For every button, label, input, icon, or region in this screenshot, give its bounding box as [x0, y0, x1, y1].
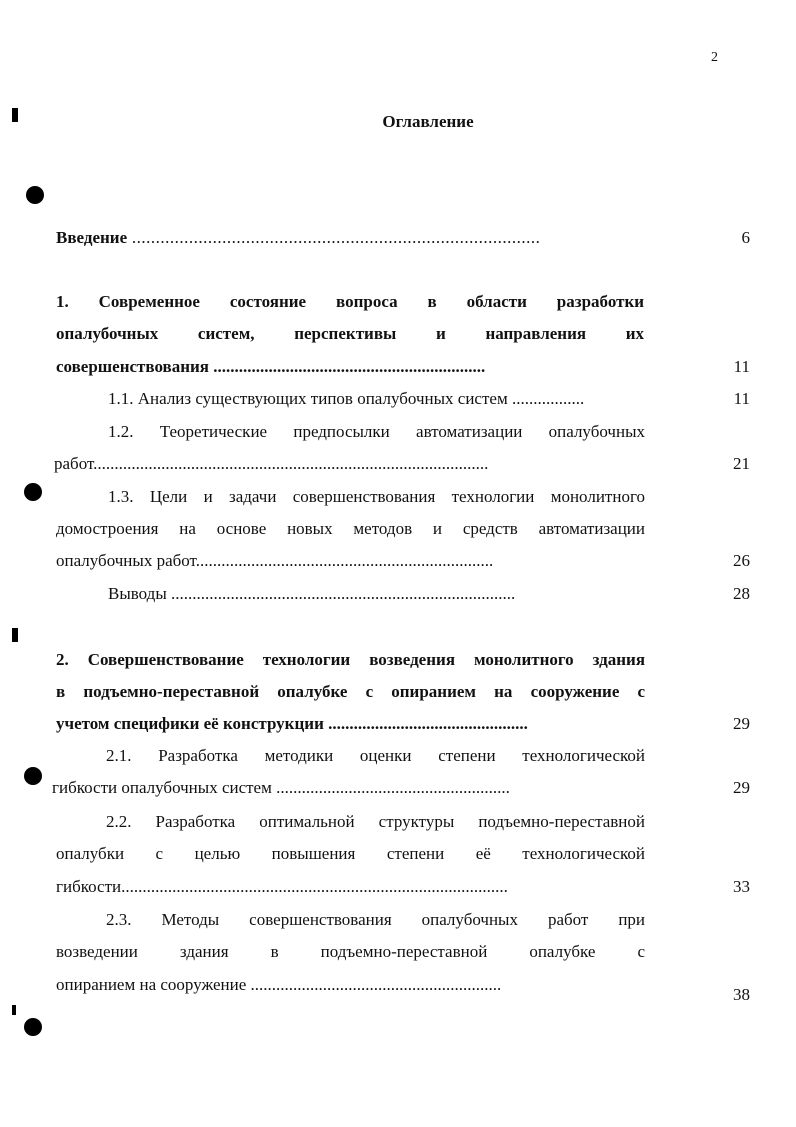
word: вопроса: [336, 292, 398, 311]
word: методов: [353, 519, 413, 538]
word: здания: [592, 650, 646, 669]
toc-entry-2-3-line[interactable]: [56, 938, 645, 966]
word: 2.2.: [106, 812, 132, 831]
word: подъемно-переставной: [83, 682, 260, 701]
toc-page-number: 29: [733, 714, 750, 733]
word: структуры: [378, 812, 455, 831]
toc-entry-2-2-line[interactable]: [56, 873, 644, 901]
word: в подъемно-переставной: [270, 942, 488, 961]
word: предпосылки: [293, 422, 390, 441]
scan-mark: [12, 1005, 16, 1015]
word: состояние: [229, 292, 307, 311]
word: Разработка: [155, 812, 236, 831]
word: опалубочных: [548, 422, 645, 441]
word: оценки: [359, 746, 412, 765]
toc-page-number: 11: [733, 357, 750, 376]
scan-mark: [12, 108, 18, 122]
word: области: [466, 292, 527, 311]
word: методики: [264, 746, 334, 765]
toc-entry-2-2-line[interactable]: [56, 840, 645, 868]
toc-heading: Оглавление: [382, 112, 474, 131]
toc-entry-2-3-line[interactable]: [56, 971, 644, 999]
toc-page-number: 38: [733, 985, 750, 1004]
word: Совершенствование: [87, 650, 244, 669]
word: с: [637, 682, 646, 701]
word: домостроения: [56, 519, 159, 538]
word: опалубки: [56, 844, 125, 863]
word: целью: [194, 844, 241, 863]
word: сооружение: [530, 682, 620, 701]
binder-hole-dot: [24, 767, 42, 785]
word: возведении: [56, 942, 138, 961]
word: автоматизации: [416, 422, 523, 441]
toc-entry-1-1[interactable]: [108, 385, 638, 413]
word: Разработка: [158, 746, 238, 765]
word: 1.3.: [108, 487, 134, 506]
toc-entry-text: 1.1. Анализ существующих типов опалубочных систем .................: [108, 389, 585, 408]
word: совершенствования: [292, 487, 436, 506]
binder-hole-dot: [24, 483, 42, 501]
toc-entry-1-3-line[interactable]: [56, 515, 645, 543]
toc-entry-text: Выводы .................................................................................: [108, 584, 516, 603]
toc-entry-conclusions[interactable]: [108, 580, 641, 608]
word: с: [365, 682, 374, 701]
word: оптимальной: [259, 812, 355, 831]
word: здания: [179, 942, 229, 961]
toc-entry-text: работ.............................................................................................: [54, 454, 489, 473]
word: разработки: [556, 292, 645, 311]
binder-hole-dot: [24, 1018, 42, 1036]
word: подъемно-переставной: [478, 812, 645, 831]
toc-page-number: 6: [741, 228, 750, 247]
word: возведения: [369, 650, 456, 669]
toc-page-number: 11: [733, 389, 750, 408]
word: монолитного: [550, 487, 645, 506]
word: направления: [485, 324, 587, 343]
word: Цели: [149, 487, 188, 506]
word: опалубке: [529, 942, 596, 961]
word: с: [637, 942, 645, 961]
word: опалубке: [277, 682, 348, 701]
word: технологической: [522, 844, 646, 863]
toc-entry-intro[interactable]: [56, 224, 640, 252]
toc-entry-1-3-line[interactable]: [56, 547, 644, 575]
word: технологической: [522, 746, 646, 765]
toc-entry-2-2-line[interactable]: [106, 808, 645, 836]
word: 2.: [56, 650, 69, 669]
word: повышения: [271, 844, 356, 863]
word: работ: [547, 910, 589, 929]
word: и: [435, 324, 446, 343]
word: автоматизации: [538, 519, 645, 538]
toc-entry-2-1-line[interactable]: [52, 774, 642, 802]
toc-entry-text: гибкости...........................................................................................: [56, 877, 508, 896]
word: опиранием: [391, 682, 477, 701]
word: задачи: [229, 487, 277, 506]
word: и: [432, 519, 443, 538]
toc-page-number: 29: [733, 778, 750, 797]
toc-chapter-1-line[interactable]: [56, 353, 644, 381]
word: Методы: [161, 910, 220, 929]
word: на: [179, 519, 196, 538]
word: средств: [462, 519, 518, 538]
toc-chapter-1-line[interactable]: [56, 288, 644, 316]
toc-entry-2-3-line[interactable]: [106, 906, 645, 934]
toc-entry-text: учетом специфики её конструкции ...............................................: [56, 714, 528, 733]
word: монолитного: [473, 650, 574, 669]
word: степени: [386, 844, 445, 863]
toc-chapter-2-line[interactable]: [56, 678, 645, 706]
word: их: [625, 324, 645, 343]
word: 2.3.: [106, 910, 132, 929]
word: 1.: [56, 292, 69, 311]
toc-entry-label: Введение: [56, 228, 128, 247]
word: 1.2.: [108, 422, 134, 441]
toc-entry-1-2-line[interactable]: [108, 418, 645, 446]
word: 2.1.: [106, 746, 132, 765]
word: при: [618, 910, 646, 929]
scan-mark: [12, 628, 18, 642]
word: основе: [216, 519, 267, 538]
word: технологии: [451, 487, 535, 506]
toc-entry-text: опалубочных работ......................................................................: [56, 551, 494, 570]
toc-chapter-2-line[interactable]: [56, 646, 645, 674]
toc-page-number: 21: [733, 454, 750, 473]
word: технологии: [262, 650, 351, 669]
word: и: [203, 487, 213, 506]
toc-page-number: 26: [733, 551, 750, 570]
word: в: [56, 682, 66, 701]
word: с: [155, 844, 164, 863]
word: в: [427, 292, 437, 311]
toc-entry-1-2-line[interactable]: [54, 450, 640, 478]
word: её: [475, 844, 491, 863]
toc-entry-1-3-line[interactable]: [108, 483, 645, 511]
toc-entry-text: совершенствования ................................................................: [56, 357, 486, 376]
word: опалубочных: [421, 910, 518, 929]
toc-leader-dots: ......................................................................................: [127, 228, 541, 247]
word: перспективы: [294, 324, 397, 343]
word: на: [494, 682, 513, 701]
toc-chapter-1-line[interactable]: [56, 320, 644, 348]
binder-hole-dot: [26, 186, 44, 204]
toc-page-number: 28: [733, 584, 750, 603]
toc-chapter-2-line[interactable]: [56, 710, 644, 738]
word: Теоретические: [159, 422, 268, 441]
word: систем,: [197, 324, 255, 343]
word: опалубочных: [56, 324, 159, 343]
word: степени: [438, 746, 496, 765]
toc-page-number: 33: [733, 877, 750, 896]
word: новых: [287, 519, 333, 538]
word: совершенствования: [249, 910, 392, 929]
page-number: 2: [711, 50, 718, 65]
toc-entry-text: гибкости опалубочных систем .......................................................: [52, 778, 510, 797]
word: Современное: [98, 292, 200, 311]
toc-entry-2-1-line[interactable]: [106, 742, 645, 770]
toc-entry-text: опиранием на сооружение ...........................................................: [56, 975, 502, 994]
